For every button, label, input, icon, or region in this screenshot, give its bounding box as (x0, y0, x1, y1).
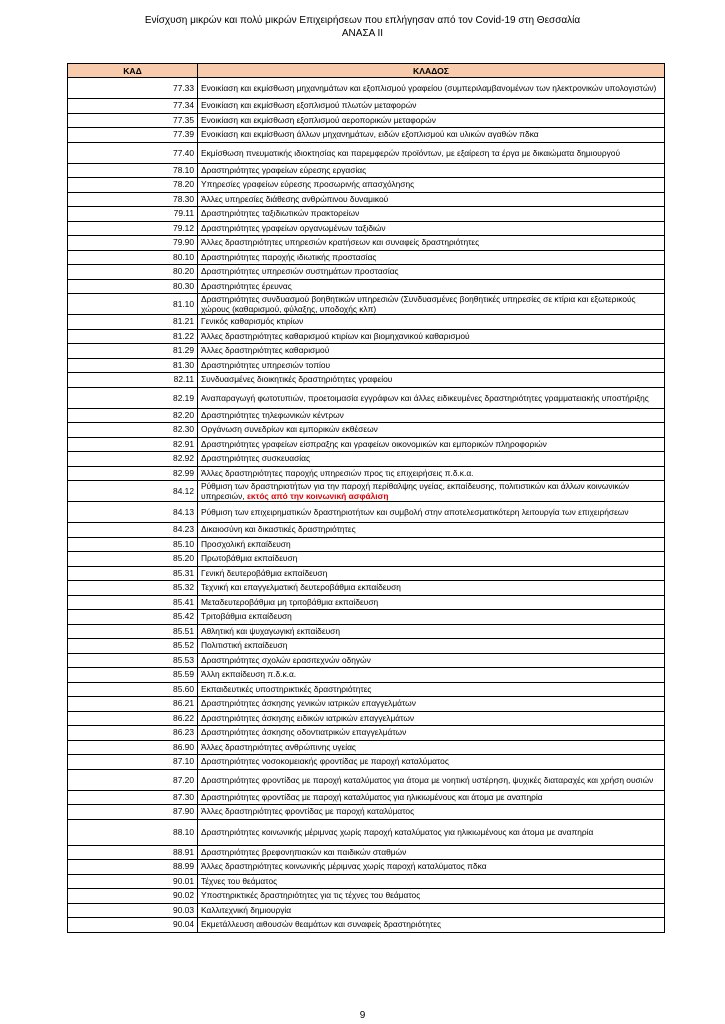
sector-description (198, 502, 665, 523)
sector-description (198, 755, 665, 770)
kad-code: 85.41 (68, 595, 198, 610)
sector-text: Τέχνες του θεάματος (201, 875, 278, 886)
sector-text: Δραστηριότητες υπηρεσιών τοπίου (201, 359, 331, 370)
sector-text: Γενική δευτεροβάθμια εκπαίδευση (201, 567, 328, 578)
sector-text: Δραστηριότητες άσκησης οδοντιατρικών επαγγελμάτων (201, 727, 407, 738)
column-header-sector: ΚΛΑΔΟΣ (198, 64, 665, 78)
table-row (68, 581, 665, 596)
kad-code: 82.91 (68, 437, 198, 452)
table-row (68, 142, 665, 163)
kad-code: 85.20 (68, 552, 198, 567)
sector-text: Εκμίσθωση πνευματικής ιδιοκτησίας και παρεμφερών προϊόντων, με εξαίρεση τα έργα με δικαιώματα δημιουργού (201, 147, 621, 158)
kad-code: 87.20 (68, 769, 198, 790)
sector-description (198, 697, 665, 712)
table-row (68, 452, 665, 467)
sector-description (198, 845, 665, 860)
table-row (68, 819, 665, 845)
sector-description (198, 163, 665, 178)
sector-text: Δραστηριότητες συνδυασμού βοηθητικών υπηρεσιών (Συνδυασμένες βοηθητικές υπηρεσίες σε κτίρια και εξωτερικούς χώρους (καθαρισμού, φύλαξης, υποδοχής κλπ) (201, 294, 636, 314)
kad-code: 86.22 (68, 711, 198, 726)
table-row (68, 682, 665, 697)
sector-text: Δραστηριότητες γραφείων εύρεσης εργασίας (201, 164, 367, 175)
table-row (68, 236, 665, 251)
kad-code: 85.51 (68, 624, 198, 639)
sector-description (198, 207, 665, 222)
sector-description (198, 294, 665, 315)
table-row (68, 668, 665, 683)
table-row (68, 408, 665, 423)
table-row (68, 207, 665, 222)
sector-text: Εκμετάλλευση αιθουσών θεαμάτων και συναφείς δραστηριότητες (201, 919, 442, 930)
sector-description (198, 373, 665, 388)
sector-text: Αναπαραγωγή φωτοτυπιών, προετοιμασία εγγράφων και άλλες ειδικευμένες δραστηριότητες γραμματειακής υποστήριξης (201, 392, 649, 403)
sector-description (198, 624, 665, 639)
table-row (68, 250, 665, 265)
sector-text: Ρύθμιση των επιχειρηματικών δραστηριοτήτων και συμβολή στην αποτελεσματικότερη λειτουργία των επιχειρήσεων (201, 507, 629, 517)
sector-text: Ενοικίαση και εκμίσθωση εξοπλισμού πλωτών μεταφορών (201, 100, 417, 111)
kad-code: 82.30 (68, 423, 198, 438)
sector-description (198, 639, 665, 654)
kad-code: 77.39 (68, 128, 198, 143)
sector-description (198, 99, 665, 114)
kad-code: 85.52 (68, 639, 198, 654)
sector-text: Καλλιτεχνική δημιουργία (201, 904, 292, 915)
sector-description (198, 178, 665, 193)
sector-description (198, 566, 665, 581)
table-row (68, 437, 665, 452)
kad-code: 84.13 (68, 502, 198, 523)
kad-code: 78.30 (68, 192, 198, 207)
table-row (68, 294, 665, 315)
table-row (68, 423, 665, 438)
sector-description (198, 452, 665, 467)
table-row (68, 740, 665, 755)
kad-code: 79.90 (68, 236, 198, 251)
sector-description (198, 344, 665, 359)
sector-description (198, 682, 665, 697)
sector-description (198, 874, 665, 889)
sector-description (198, 78, 665, 99)
sector-description (198, 481, 665, 502)
table-row (68, 566, 665, 581)
sector-description (198, 329, 665, 344)
sector-description (198, 726, 665, 741)
sector-description (198, 221, 665, 236)
kad-code: 77.40 (68, 142, 198, 163)
kad-code: 90.04 (68, 918, 198, 933)
sector-text: Άλλες δραστηριότητες καθαρισμού κτιρίων και βιομηχανικού καθαρισμού (201, 330, 470, 341)
kad-code: 90.01 (68, 874, 198, 889)
kad-code: 86.90 (68, 740, 198, 755)
sector-text: Τεχνική και επαγγελματική δευτεροβάθμια εκπαίδευση (201, 582, 401, 593)
table-row (68, 639, 665, 654)
table-row (68, 113, 665, 128)
table-row (68, 315, 665, 330)
kad-code: 80.20 (68, 265, 198, 280)
sector-description (198, 265, 665, 280)
sector-description (198, 279, 665, 294)
sector-description (198, 523, 665, 538)
sector-description (198, 113, 665, 128)
sector-description (198, 769, 665, 790)
kad-code: 85.31 (68, 566, 198, 581)
sector-description (198, 236, 665, 251)
sector-description (198, 581, 665, 596)
sector-description (198, 423, 665, 438)
kad-code: 79.12 (68, 221, 198, 236)
table-row (68, 481, 665, 502)
sector-text: Ενοικίαση και εκμίσθωση μηχανημάτων και εξοπλισμού γραφείου (συμπεριλαμβανομένων των ηλεκτρονικών υπολογιστών) (201, 83, 657, 93)
table-row (68, 903, 665, 918)
kad-code: 88.10 (68, 819, 198, 845)
kad-code: 87.10 (68, 755, 198, 770)
sector-description (198, 860, 665, 875)
sector-description (198, 315, 665, 330)
sector-text: Οργάνωση συνεδρίων και εμπορικών εκθέσεων (201, 424, 378, 435)
sector-description (198, 387, 665, 408)
sector-description (198, 142, 665, 163)
table-row (68, 358, 665, 373)
table-row (68, 344, 665, 359)
sector-description (198, 250, 665, 265)
table-row (68, 790, 665, 805)
sector-text: Άλλες δραστηριότητες ανθρώπινης υγείας (201, 741, 356, 752)
sector-text: Γενικός καθαρισμός κτιρίων (201, 316, 304, 327)
kad-code: 81.21 (68, 315, 198, 330)
kad-code: 85.59 (68, 668, 198, 683)
kad-code: 85.42 (68, 610, 198, 625)
table-row (68, 845, 665, 860)
sector-exception-text: εκτός από την κοινωνική ασφάλιση (246, 491, 389, 501)
table-row (68, 874, 665, 889)
document-header (0, 14, 725, 40)
table-row (68, 163, 665, 178)
sector-description (198, 889, 665, 904)
sector-text: Ρύθμιση των δραστηριοτήτων για την παροχή περίθαλψης υγείας, εκπαίδευσης, πολιτιστικών και άλλων κοινωνικών υπηρεσιών, (201, 481, 630, 501)
sector-description (198, 128, 665, 143)
table-row (68, 99, 665, 114)
kad-code: 81.30 (68, 358, 198, 373)
kad-code: 87.30 (68, 790, 198, 805)
kad-code: 80.10 (68, 250, 198, 265)
sector-text: Δραστηριότητες γραφείων είσπραξης και γραφείων οικονομικών και εμπορικών πληροφοριών (201, 438, 547, 449)
sector-description (198, 740, 665, 755)
kad-code: 90.02 (68, 889, 198, 904)
table-row (68, 221, 665, 236)
table-row (68, 502, 665, 523)
kad-code: 81.29 (68, 344, 198, 359)
sector-description (198, 466, 665, 481)
sector-text: Δραστηριότητες γραφείων οργανωμένων ταξιδιών (201, 222, 386, 233)
sector-description (198, 552, 665, 567)
table-row (68, 653, 665, 668)
table-row (68, 805, 665, 820)
sector-text: Πρωτοβάθμια εκπαίδευση (201, 553, 298, 564)
sector-text: Άλλες δραστηριότητες καθαρισμού (201, 345, 330, 356)
table-row (68, 178, 665, 193)
table-row (68, 329, 665, 344)
sector-description (198, 437, 665, 452)
sector-description (198, 653, 665, 668)
sector-text: Δραστηριότητες άσκησης ειδικών ιατρικών επαγγελμάτων (201, 712, 415, 723)
column-header-kad: ΚΑΔ (68, 64, 198, 78)
kad-code: 82.20 (68, 408, 198, 423)
kad-code: 81.22 (68, 329, 198, 344)
kad-code: 88.91 (68, 845, 198, 860)
table-row (68, 537, 665, 552)
sector-text: Δραστηριότητες φροντίδας με παροχή καταλύματος για ηλικιωμένους και άτομα με αναπηρία (201, 791, 543, 802)
sector-text: Μεταδευτεροβάθμια μη τριτοβάθμια εκπαίδευση (201, 596, 379, 607)
sector-text: Ενοικίαση και εκμίσθωση εξοπλισμού αεροπορικών μεταφορών (201, 114, 436, 125)
kad-code: 78.10 (68, 163, 198, 178)
sector-text: Δραστηριότητες φροντίδας με παροχή καταλύματος για άτομα με νοητική υστέρηση, ψυχικές διαταραχές και χρήση ουσιών (201, 774, 654, 785)
sector-description (198, 358, 665, 373)
kad-code: 90.03 (68, 903, 198, 918)
sector-text: Δραστηριότητες ταξιδιωτικών πρακτορείων (201, 208, 360, 219)
kad-code: 77.34 (68, 99, 198, 114)
table-row (68, 78, 665, 99)
table-row (68, 610, 665, 625)
sector-text: Άλλες δραστηριότητες φροντίδας με παροχή καταλύματος (201, 806, 415, 817)
kad-code: 78.20 (68, 178, 198, 193)
table-row (68, 726, 665, 741)
sector-text: Αθλητική και ψυχαγωγική εκπαίδευση (201, 625, 340, 636)
sector-text: Δραστηριότητες υπηρεσιών συστημάτων προστασίας (201, 266, 399, 277)
kad-code: 85.53 (68, 653, 198, 668)
sector-description (198, 805, 665, 820)
sector-text: Δραστηριότητες τηλεφωνικών κέντρων (201, 409, 344, 420)
page-number: 9 (359, 1010, 366, 1021)
table-row (68, 918, 665, 933)
sector-text: Δραστηριότητες άσκησης γενικών ιατρικών επαγγελμάτων (201, 698, 416, 709)
table-body (68, 78, 665, 933)
table-row (68, 265, 665, 280)
table-row (68, 279, 665, 294)
kad-code: 82.99 (68, 466, 198, 481)
sector-text: Άλλες δραστηριότητες υπηρεσιών κρατήσεων και συναφείς δραστηριότητες (201, 237, 480, 248)
sector-text: Δραστηριότητες σχολών ερασιτεχνών οδηγών (201, 654, 371, 665)
sector-text: Τριτοβάθμια εκπαίδευση (201, 611, 292, 622)
sector-text: Άλλες δραστηριότητες παροχής υπηρεσιών προς τις επιχειρήσεις π.δ.κ.α. (201, 467, 474, 478)
kad-code: 85.60 (68, 682, 198, 697)
document-title: Ενίσχυση μικρών και πολύ μικρών Επιχειρήσεων που επλήγησαν από τον Covid-19 στη Θεσσαλία (144, 15, 581, 26)
table-row (68, 128, 665, 143)
sector-text: Δραστηριότητες έρευνας (201, 280, 292, 291)
kad-code: 85.10 (68, 537, 198, 552)
sector-text: Άλλες δραστηριότητες κοινωνικής μέριμνας χωρίς παροχή καταλύματος πδκα (201, 861, 487, 872)
kad-code: 84.23 (68, 523, 198, 538)
table-row (68, 624, 665, 639)
sector-text: Άλλη εκπαίδευση π.δ.κ.α. (201, 669, 297, 680)
sector-text: Συνδυασμένες διοικητικές δραστηριότητες γραφείου (201, 374, 393, 385)
document-subtitle: ΑΝΑΣΑ ΙΙ (341, 28, 384, 39)
sector-text: Δραστηριότητες συσκευασίας (201, 453, 311, 464)
kad-code: 77.35 (68, 113, 198, 128)
sector-text: Πολιτιστική εκπαίδευση (201, 640, 288, 651)
sector-text: Δικαιοσύνη και δικαστικές δραστηριότητες (201, 524, 356, 535)
kad-code: 82.19 (68, 387, 198, 408)
table-header-row (68, 64, 665, 78)
kad-code: 81.10 (68, 294, 198, 315)
sector-text: Άλλες υπηρεσίες διάθεσης ανθρώπινου δυναμικού (201, 193, 389, 204)
sector-description (198, 918, 665, 933)
sector-description (198, 790, 665, 805)
kad-code: 77.33 (68, 78, 198, 99)
table-row (68, 552, 665, 567)
kad-code: 85.32 (68, 581, 198, 596)
table-row (68, 697, 665, 712)
sector-description (198, 192, 665, 207)
kad-code: 79.11 (68, 207, 198, 222)
kad-code: 80.30 (68, 279, 198, 294)
kad-code: 86.23 (68, 726, 198, 741)
kad-code: 86.21 (68, 697, 198, 712)
sector-description (198, 408, 665, 423)
sector-description (198, 711, 665, 726)
sector-description (198, 819, 665, 845)
sector-description (198, 903, 665, 918)
table-row (68, 192, 665, 207)
table-row (68, 889, 665, 904)
sector-text: Εκπαιδευτικές υποστηρικτικές δραστηριότητες (201, 683, 372, 694)
sector-text: Ενοικίαση και εκμίσθωση άλλων μηχανημάτων, ειδών εξοπλισμού και υλικών αγαθών πδκα (201, 129, 539, 140)
table-row (68, 769, 665, 790)
kad-code: 84.12 (68, 481, 198, 502)
sector-text: Δραστηριότητες νοσοκομειακής φροντίδας με παροχή καταλύματος (201, 756, 449, 767)
kad-table (67, 63, 665, 933)
kad-code: 82.11 (68, 373, 198, 388)
sector-description (198, 537, 665, 552)
table-row (68, 373, 665, 388)
sector-text: Δραστηριότητες κοινωνικής μέριμνας χωρίς παροχή καταλύματος για ηλικιωμένους και άτομα με αναπηρία (201, 827, 594, 837)
kad-code: 88.99 (68, 860, 198, 875)
sector-text: Δραστηριότητες βρεφονηπιακών και παιδικών σταθμών (201, 846, 407, 857)
table-row (68, 711, 665, 726)
kad-code: 82.92 (68, 452, 198, 467)
sector-text: Υπηρεσίες γραφείων εύρεσης προσωρινής απασχόλησης (201, 179, 415, 190)
table-row (68, 523, 665, 538)
sector-description (198, 668, 665, 683)
sector-description (198, 610, 665, 625)
table-row (68, 755, 665, 770)
kad-code: 87.90 (68, 805, 198, 820)
table-row (68, 860, 665, 875)
table-row (68, 595, 665, 610)
sector-description (198, 595, 665, 610)
sector-text: Προσχολική εκπαίδευση (201, 538, 291, 549)
sector-text: Δραστηριότητες παροχής ιδιωτικής προστασίας (201, 251, 377, 262)
table-row (68, 466, 665, 481)
sector-text: Υποστηρικτικές δραστηριότητες για τις τέχνες του θεάματος (201, 890, 421, 901)
table-row (68, 387, 665, 408)
